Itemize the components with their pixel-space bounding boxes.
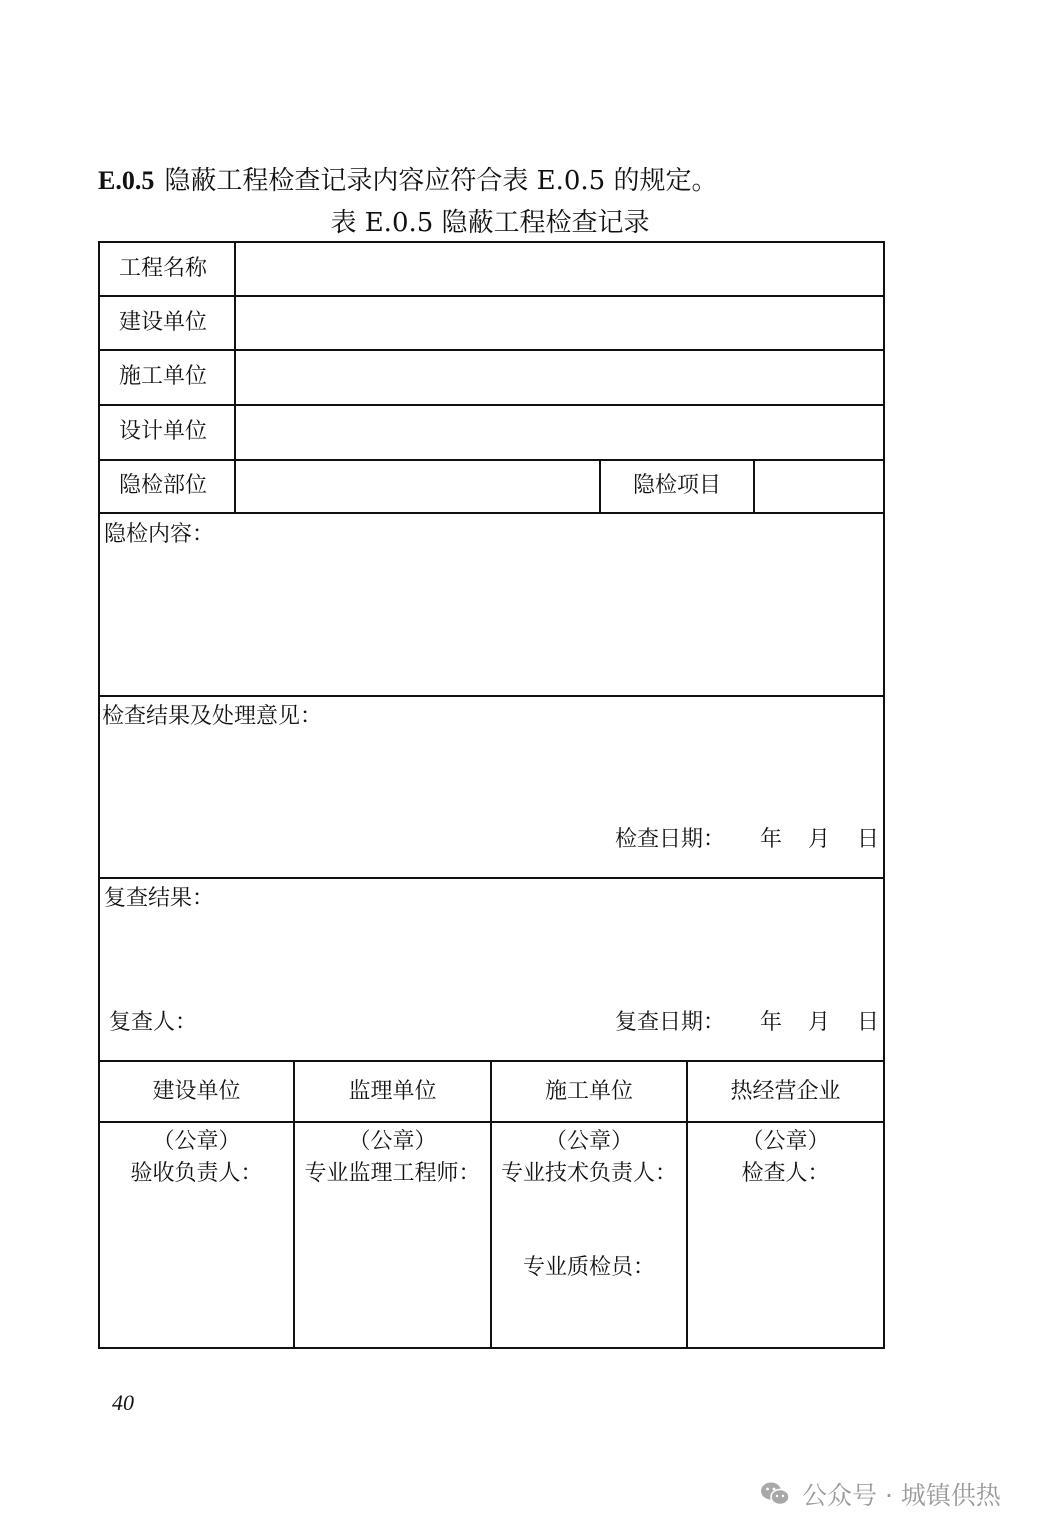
signatory-role: 检查人： [741,1161,830,1186]
wechat-icon [760,1481,790,1507]
watermark-text: 公众号 · 城镇供热 [802,1481,1001,1510]
design-unit-field[interactable] [236,406,883,459]
hidden-content-field[interactable] [100,551,883,695]
column-divider [686,1060,688,1349]
row-divider [98,877,885,879]
check-date-year: 年 [760,827,783,852]
clause-heading [98,160,717,197]
row-divider [98,695,885,697]
construction-unit-label: 建设单位 [119,310,208,335]
design-unit-label: 设计单位 [119,419,208,444]
check-date-label: 检查日期： [615,827,726,852]
hidden-location-field[interactable] [236,461,599,512]
recheck-date-label: 复查日期： [615,1010,726,1035]
signatory-role-secondary: 专业质检员： [522,1255,655,1280]
hidden-location-label: 隐检部位 [119,473,208,498]
contractor-field[interactable] [236,351,883,404]
result-label: 检查结果及处理意见： [102,704,323,729]
signatory-role: 专业监理工程师： [304,1161,481,1186]
recheck-label: 复查结果： [104,886,215,911]
signatory-role: 专业技术负责人： [500,1161,677,1186]
hidden-content-label: 隐检内容： [104,522,215,547]
seal-label: （公章） [741,1129,830,1154]
signature-header-heating-enterprise: 热经营企业 [730,1079,841,1104]
signature-header-supervisor: 监理单位 [348,1079,437,1104]
hidden-item-label: 隐检项目 [632,473,721,498]
inspection-record-form [98,241,885,1349]
clause-number: E.0.5 [98,166,155,195]
recheck-date-month: 月 [808,1010,831,1035]
row-divider [98,512,885,514]
seal-label: （公章） [348,1129,437,1154]
seal-label: （公章） [544,1129,633,1154]
column-divider [490,1060,492,1349]
check-date-day: 日 [857,827,880,852]
project-name-field[interactable] [236,243,883,295]
recheck-field[interactable] [100,915,883,1005]
check-date-month: 月 [808,827,831,852]
project-name-label: 工程名称 [119,256,208,281]
recheck-date-day: 日 [857,1010,880,1035]
contractor-label: 施工单位 [119,364,208,389]
signatory-role: 验收负责人： [130,1161,263,1186]
signature-header-owner: 建设单位 [152,1079,241,1104]
recheck-date-year: 年 [760,1010,783,1035]
watermark [760,1476,1001,1512]
clause-text: 隐蔽工程检查记录内容应符合表 E.0.5 的规定。 [164,166,718,196]
signature-header-contractor: 施工单位 [544,1079,633,1104]
page-number: 40 [112,1390,134,1415]
column-divider [293,1060,295,1349]
construction-unit-field[interactable] [236,297,883,349]
result-field[interactable] [100,733,883,823]
hidden-item-field[interactable] [755,461,883,512]
table-title: 表 E.0.5 隐蔽工程检查记录 [330,208,650,238]
rechecker-label: 复查人： [109,1010,198,1035]
seal-label: （公章） [152,1129,241,1154]
